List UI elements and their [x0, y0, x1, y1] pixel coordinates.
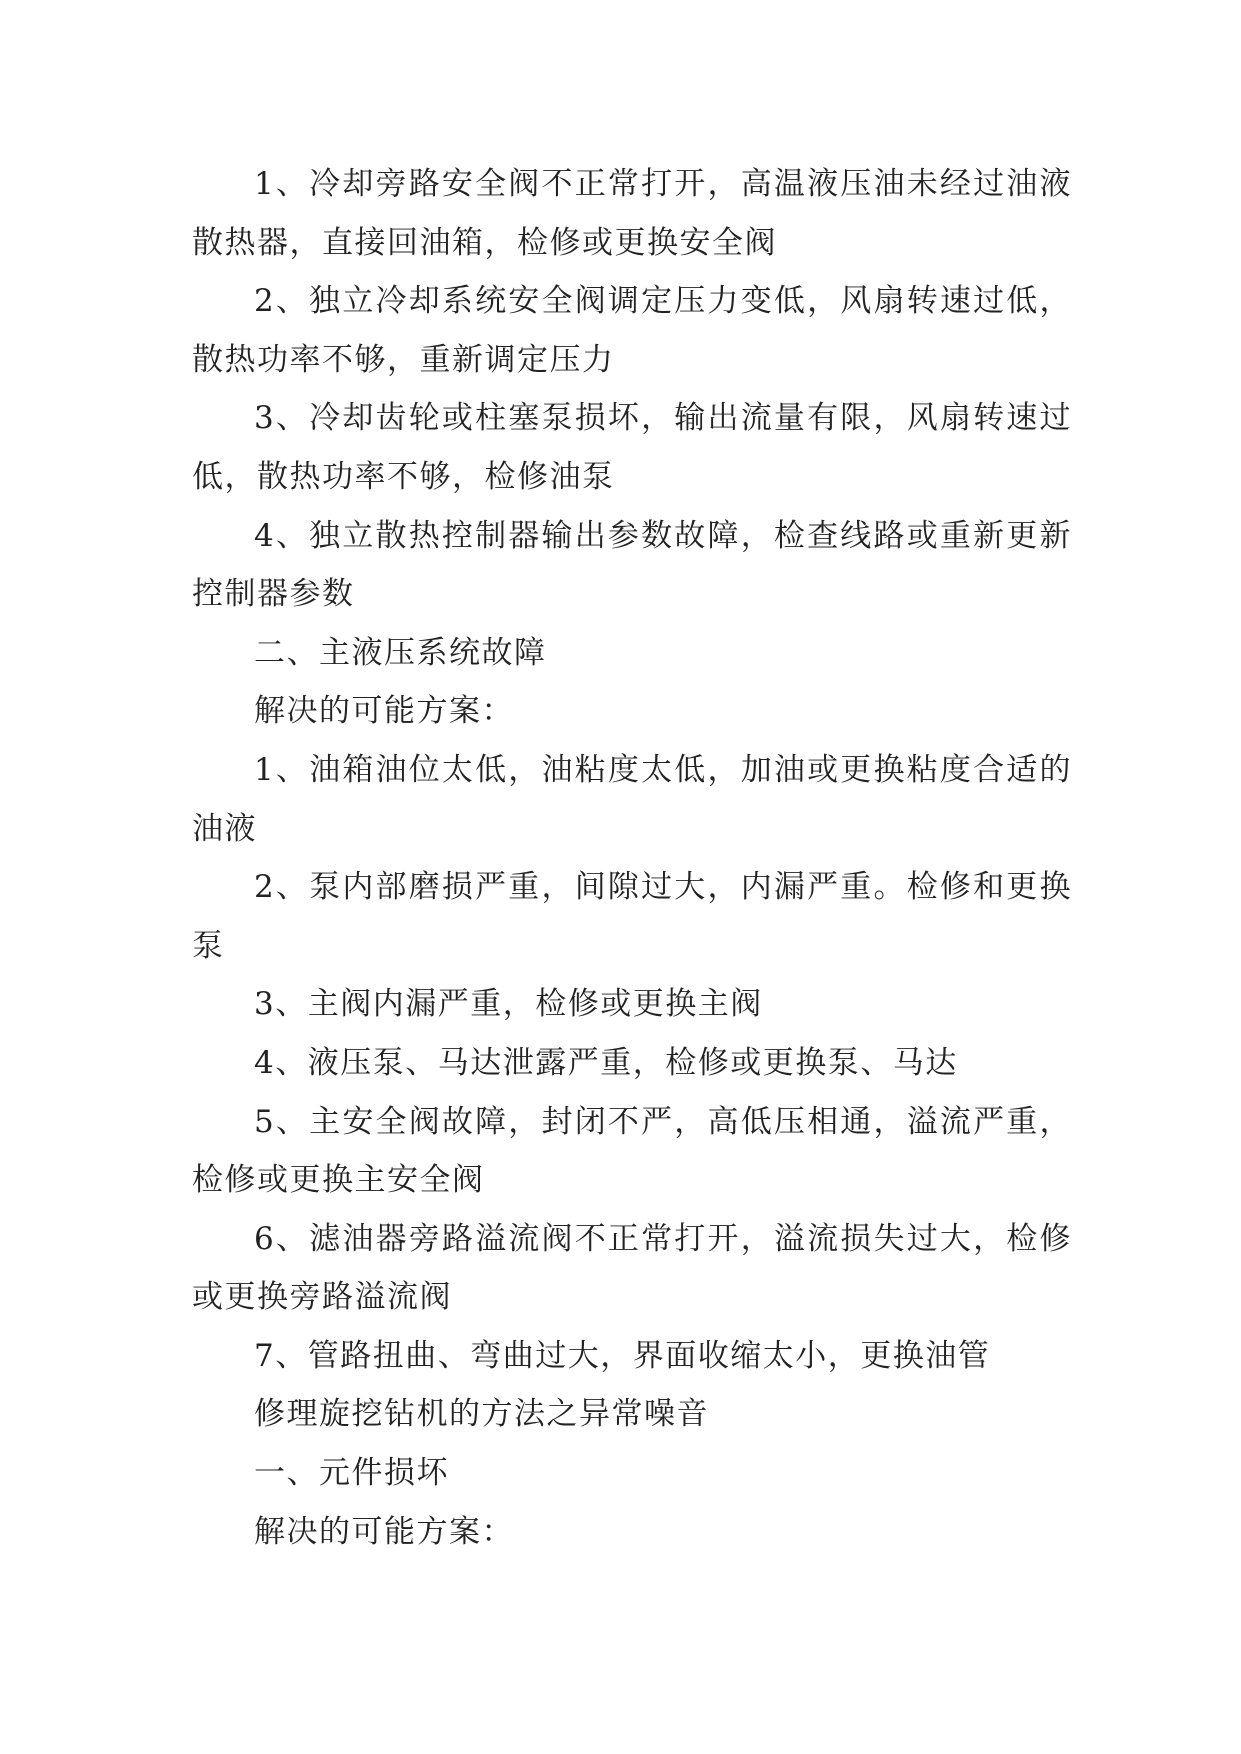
paragraph-main-valve: 3、主阀内漏严重，检修或更换主阀: [254, 986, 763, 1023]
paragraph-filter-bypass: 6、滤油器旁路溢流阀不正常打开，溢流损失过大，检修或更换旁路溢流阀: [192, 1220, 1072, 1316]
paragraph-oil-level: 1、油箱油位太低，油粘度太低，加油或更换粘度合适的油液: [192, 751, 1072, 847]
paragraph-cooling-controller: 4、独立散热控制器输出参数故障，检查线路或重新更新控制器参数: [192, 517, 1072, 613]
paragraph-pump-wear: 2、泵内部磨损严重，间隙过大，内漏严重。检修和更换泵: [192, 869, 1072, 964]
section-heading-abnormal-noise: 修理旋挖钻机的方法之异常噪音: [254, 1396, 709, 1433]
paragraph-cooling-pump: 3、冷却齿轮或柱塞泵损坏，输出流量有限，风扇转速过低，散热功率不够，检修油泵: [192, 400, 1072, 495]
document-body: [192, 155, 1072, 1561]
paragraph-cooling-pressure: 2、独立冷却系统安全阀调定压力变低，风扇转速过低，散热功率不够，重新调定压力: [192, 283, 1072, 378]
subsection-heading-component-damage: 一、元件损坏: [254, 1455, 449, 1492]
paragraph-pump-motor-leak: 4、液压泵、马达泄露严重，检修或更换泵、马达: [254, 1044, 958, 1081]
paragraph-cooling-bypass-valve: 1、冷却旁路安全阀不正常打开，高温液压油未经过油液散热器，直接回油箱，检修或更换安全阀: [192, 166, 1072, 261]
solutions-label: 解决的可能方案：: [254, 693, 514, 730]
solutions-label-2: 解决的可能方案：: [254, 1513, 514, 1550]
paragraph-main-safety-valve: 5、主安全阀故障，封闭不严，高低压相通，溢流严重，检修或更换主安全阀: [192, 1103, 1072, 1199]
section-heading-main-hydraulic: 二、主液压系统故障: [254, 634, 547, 671]
paragraph-pipe-twist: 7、管路扭曲、弯曲过大，界面收缩太小，更换油管: [254, 1337, 991, 1374]
